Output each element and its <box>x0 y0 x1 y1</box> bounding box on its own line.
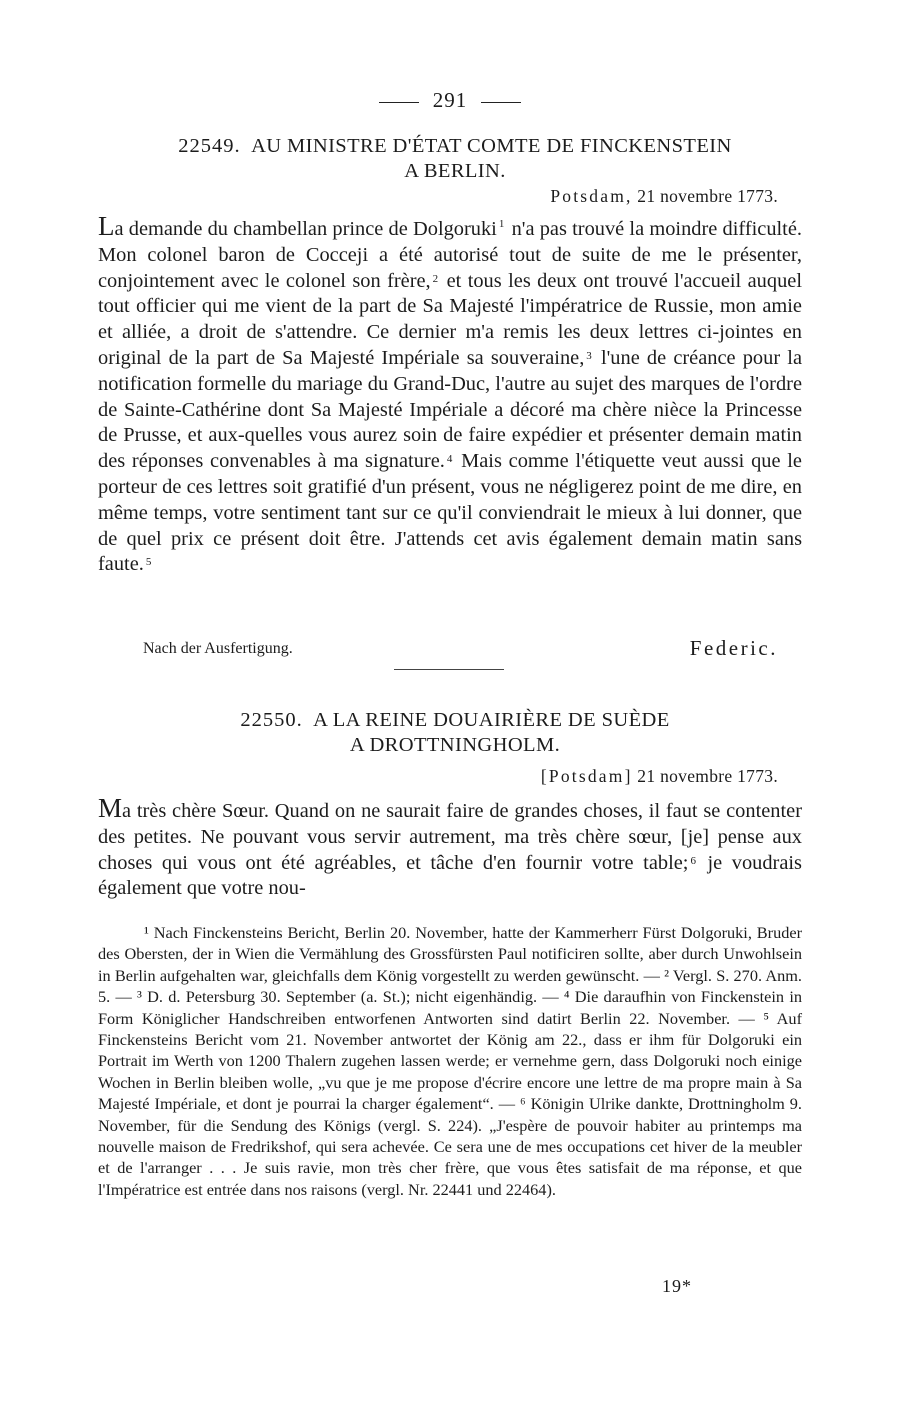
letter-place-date <box>550 186 778 207</box>
footnotes: ¹ Nach Finckensteins Bericht, Berlin 20. November, hatte der Kammerherr Fürst Dolgoruki, Bruder des Obersten, der in Wien die Vermählung des Grossfürsten Paul notificiren sollte, aber durch Unwohlsein in Berlin aufgehalten war, gleichfalls dem König vorgestellt zu werden gewünscht. — ² Vergl. S. 270. Anm. 5. — ³ D. d. Petersburg 30. September (a. St.); nicht eigenhändig. — ⁴ Die daraufhin von Finckenstein in Form Königlicher Handschreiben entworfenen Antworten sind datirt Berlin 22. November. — ⁵ Auf Finckensteins Bericht vom 21. November antwortet der König am 22., dass er ihm für Dolgoruki ein Portrait im Werth von 1200 Thalern zugehen lassen werde; er vernehme gern, dass Dolgoruki noch einige Wochen in Berlin bleiben wolle, „vu que je me propose d'écrire encore une lettre de ma propre main à Sa Majesté Impériale, et dont je pourrai la charger également“. — ⁶ Königin Ulrike dankte, Drottningholm 9. November, für die Sendung des Königs (vergl. S. 224). „J'espère de pouvoir habiter au printemps ma nouvelle maison de Fredrikshof, qui sera achevée. Ce sera une de mes occupations cet hiver de la meubler et de l'arranger . . . Je suis ravie, mon très cher frère, que vous êtes satisfait de ma réponse, et que l'Impératrice est entrée dans nos raisons (vergl. Nr. 22441 und 22464). <box>98 923 802 1199</box>
letter-place: Potsdam, <box>550 186 633 206</box>
letter-recipient-place: A BERLIN. <box>404 160 506 182</box>
sheet-signature: 19* <box>662 1276 692 1296</box>
signature: Federic. <box>689 636 778 660</box>
letter-place-date <box>541 766 778 787</box>
letter-recipient: A LA REINE DOUAIRIÈRE DE SUÈDE <box>313 709 670 731</box>
source-note: Nach der Ausfertigung. <box>143 640 293 657</box>
letter-text: l'une de créance pour la notification formelle du mariage du Grand-Duc, l'autre au sujet des marques de l'ordre de Sainte-Cathérine dont Sa Majesté Impériale a décoré ma chère nièce la Princesse de Prusse, et aux-quelles vous aurez soin de faire expédier et présenter demain matin des réponses convenables à ma signature. <box>98 346 802 473</box>
page-number: 291 <box>432 88 468 112</box>
header-dash-right <box>481 102 521 103</box>
letter-text: a très chère Sœur. Quand on ne saurait faire de grandes choses, il faut se contenter des petites. Ne pouvant vous servir autrement, ma très chère sœur, [je] pense aux choses qui vous ont été agréables, et tâche d'en fournir votre table; <box>98 800 802 874</box>
letter-text: n'a pas trouvé la moindre difficulté. Mon colonel baron de Cocceji a été autorisé tout de suite de me le présenter, conjointement avec le colonel son frère, <box>98 218 802 292</box>
letter-recipient-place: A DROTTNINGHOLM. <box>349 734 561 756</box>
header-dash-left <box>379 102 419 103</box>
letter-recipient: AU MINISTRE D'ÉTAT COMTE DE FINCKENSTEIN <box>251 135 732 157</box>
letter-body <box>98 211 802 578</box>
footnote-ref: 6 <box>690 854 696 867</box>
letter-heading <box>110 134 800 184</box>
letter-place: [Potsdam] <box>540 766 633 786</box>
footnote-ref: 1 <box>498 218 505 230</box>
section-divider <box>394 669 504 670</box>
letter-text: a demande du chambellan prince de Dolgoruki <box>114 218 497 240</box>
page-header <box>0 88 900 113</box>
letter-initial: L <box>98 211 115 241</box>
letter-text: et tous les deux ont trouvé l'accueil auquel tout officier qui me vient de la part de Sa Majesté l'impératrice de Russie, mon amie et alliée, a droit de s'attendre. Ce dernier m'a remis les deux lettres ci-jointes en original de la part de Sa Majesté Impériale sa souveraine, <box>98 269 802 369</box>
letter-date: 21 novembre 1773. <box>637 186 778 206</box>
footnote-ref: 3 <box>586 349 592 362</box>
letter-number: 22550. <box>240 709 303 731</box>
letter-text: Mais comme l'étiquette veut aussi que le porteur de ces lettres soit gratifié d'un présent, vous ne négligerez point de me dire, en même temps, votre sentiment tant sur ce qu'il conviendrait le mieux à lui donner, que de quel prix ce présent doit être. J'attends cet avis également demain matin sans faute. <box>98 450 802 576</box>
letter-text: je voudrais également que votre nou- <box>98 851 802 900</box>
letter-initial: M <box>98 793 123 823</box>
letter-number: 22549. <box>178 135 241 157</box>
letter-date: 21 novembre 1773. <box>637 766 778 786</box>
footnote-ref: 2 <box>432 272 439 285</box>
letter-heading <box>110 708 800 758</box>
footnote-ref: 5 <box>145 556 152 569</box>
letter-body <box>98 793 802 902</box>
footnote-ref: 4 <box>446 453 453 466</box>
